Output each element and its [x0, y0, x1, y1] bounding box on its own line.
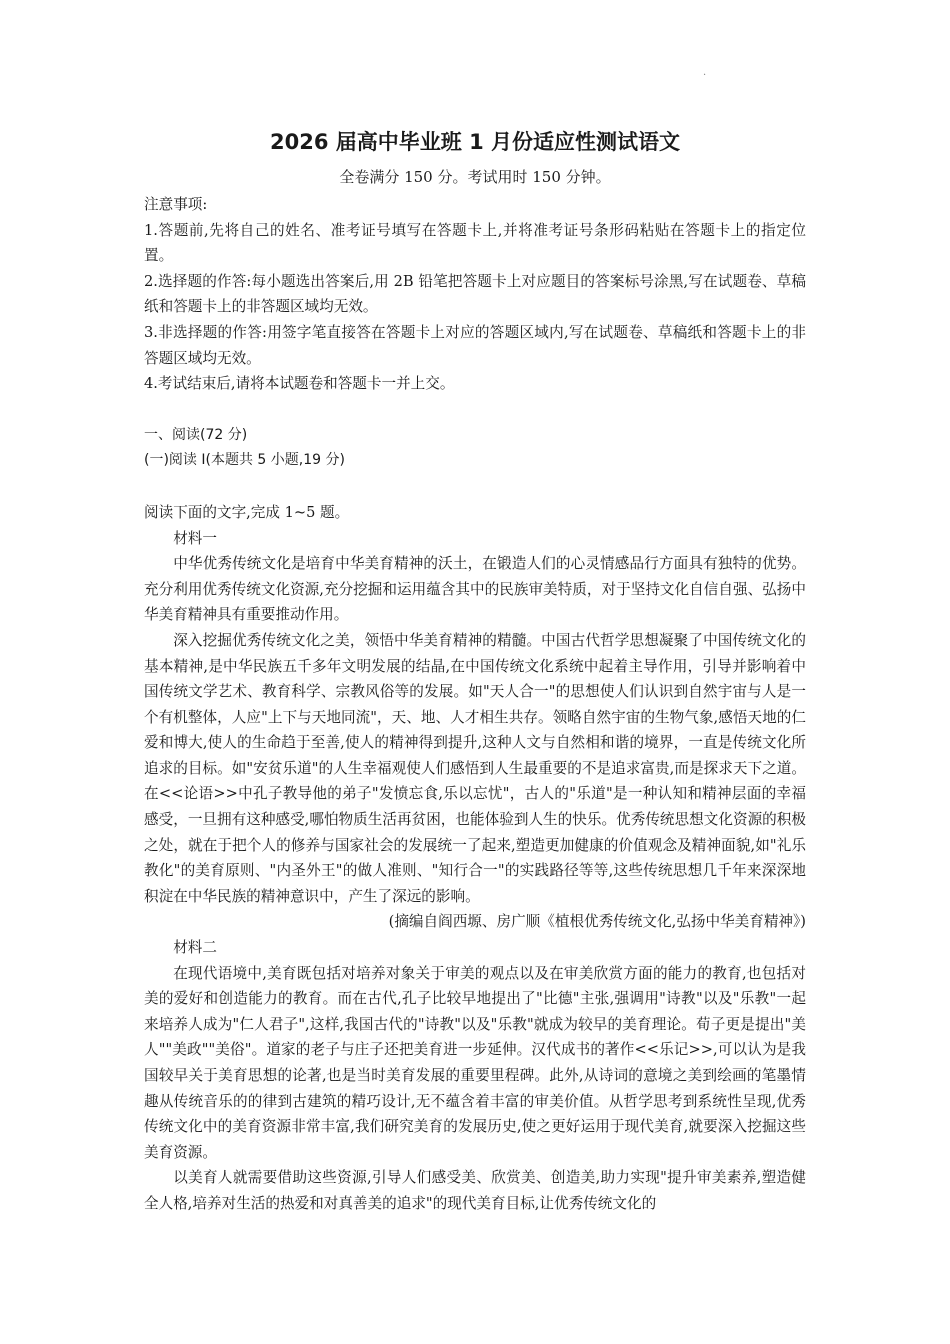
corner-dot: ·	[703, 70, 707, 81]
paragraph: 深入挖掘优秀传统文化之美，领悟中华美育精神的精髓。中国古代哲学思想凝聚了中国传统文化的基本精神,是中华民族五千多年文明发展的结晶,在中国传统文化系统中起着主导作用，引导并影响着中国传统文学艺术、教育科学、宗教风俗等的发展。如"天人合一"的思想使人们认识到自然宇宙与人是一个有机整体，人应"上下与天地同流"，天、地、人才相生共存。领略自然宇宙的生物气象,感悟天地的仁爱和博大,使人的生命趋于至善,使人的精神得到提升,这种人文与自然相和谐的境界，一直是传统文化所追求的目标。如"安贫乐道"的人生幸福观使人们感悟到人生最重要的不是追求富贵,而是探求天下之道。在<<论语>>中孔子教导他的弟子"发愤忘食,乐以忘忧"，古人的"乐道"是一种认知和精神层面的幸福感受，一旦拥有这种感受,哪怕物质生活再贫困，也能体验到人生的快乐。优秀传统思想文化资源的积极之处，就在于把个人的修养与国家社会的发展统一了起来,塑造更加健康的价值观念及精神面貌,如"礼乐教化"的美育原则、"内圣外王"的做人准则、"知行合一"的实践路径等等,这些传统思想几千年来深深地积淀在中华民族的精神意识中，产生了深远的影响。	[144, 631, 806, 905]
paragraph: 中华优秀传统文化是培育中华美育精神的沃土，在锻造人们的心灵情感品行方面具有独特的优势。充分利用优秀传统文化资源,充分挖掘和运用蕴含其中的民族审美特质，对于坚持文化自信自强、弘扬中华美育精神具有重要推动作用。	[144, 555, 806, 624]
section-heading: 一、阅读(72 分)	[144, 426, 248, 443]
paragraph: 在现代语境中,美育既包括对培养对象关于审美的观点以及在审美欣赏方面的能力的教育,也包括对美的爱好和创造能力的教育。而在古代,孔子比较早地提出了"比德"主张,强调用"诗教"以及"乐教"一起来培养人成为"仁人君子",这样,我国古代的"诗教"以及"乐教"就成为较早的美育理论。荀子更是提出"美人""美政""美俗"。道家的老子与庄子还把美育进一步延伸。汉代成书的著作<<乐记>>,可以认为是我国较早关于美育思想的论著,也是当时美育发展的重要里程碑。此外,从诗词的意境之美到绘画的笔墨情趣从传统音乐的的律到古建筑的精巧设计,无不蕴含着丰富的审美价值。从哲学思考到系统性呈现,优秀传统文化中的美育资源非常丰富,我们研究美育的发展历史,使之更好运用于现代美育,就要深入挖掘这些美育资源。	[144, 964, 806, 1161]
note-item: 1.答题前,先将自己的姓名、准考证号填写在答题卡上,并将准考证号条形码粘贴在答题卡上的指定位置。	[144, 221, 806, 265]
page-title: 2026 届高中毕业班 1 月份适应性测试语文	[270, 130, 680, 154]
note-item: 2.选择题的作答:每小题选出答案后,用 2B 铅笔把答题卡上对应题目的答案标号涂黑,写在试题卷、草稿纸和答题卡上的非答题区域均无效。	[144, 272, 806, 316]
note-item: 3.非选择题的作答:用签字笔直接答在答题卡上对应的答题区域内,写在试题卷、草稿纸和答题卡上的非答题区域均无效。	[144, 323, 806, 367]
paragraph: 以美育人就需要借助这些资源,引导人们感受美、欣赏美、创造美,助力实现"提升审美素养,塑造健全人格,培养对生活的热爱和对真善美的追求"的现代美育目标,让优秀传统文化的	[144, 1169, 806, 1212]
reading-instruction: 阅读下面的文字,完成 1~5 题。	[144, 503, 350, 521]
spacer	[144, 474, 806, 500]
material-label: 材料一	[173, 529, 217, 547]
subsection-heading: (一)阅读 I(本题共 5 小题,19 分)	[144, 452, 345, 469]
material-label: 材料二	[173, 939, 217, 957]
spacer	[144, 397, 806, 423]
note-item: 4.考试结束后,请将本试题卷和答题卡一并上交。	[144, 375, 455, 393]
notes-heading: 注意事项:	[144, 196, 208, 213]
page-subtitle: 全卷满分 150 分。考试用时 150 分钟。	[339, 168, 611, 186]
document-body	[144, 192, 806, 1217]
source-citation: (摘编自阎西塬、房广顺《植根优秀传统文化,弘扬中华美育精神》)	[388, 913, 806, 931]
